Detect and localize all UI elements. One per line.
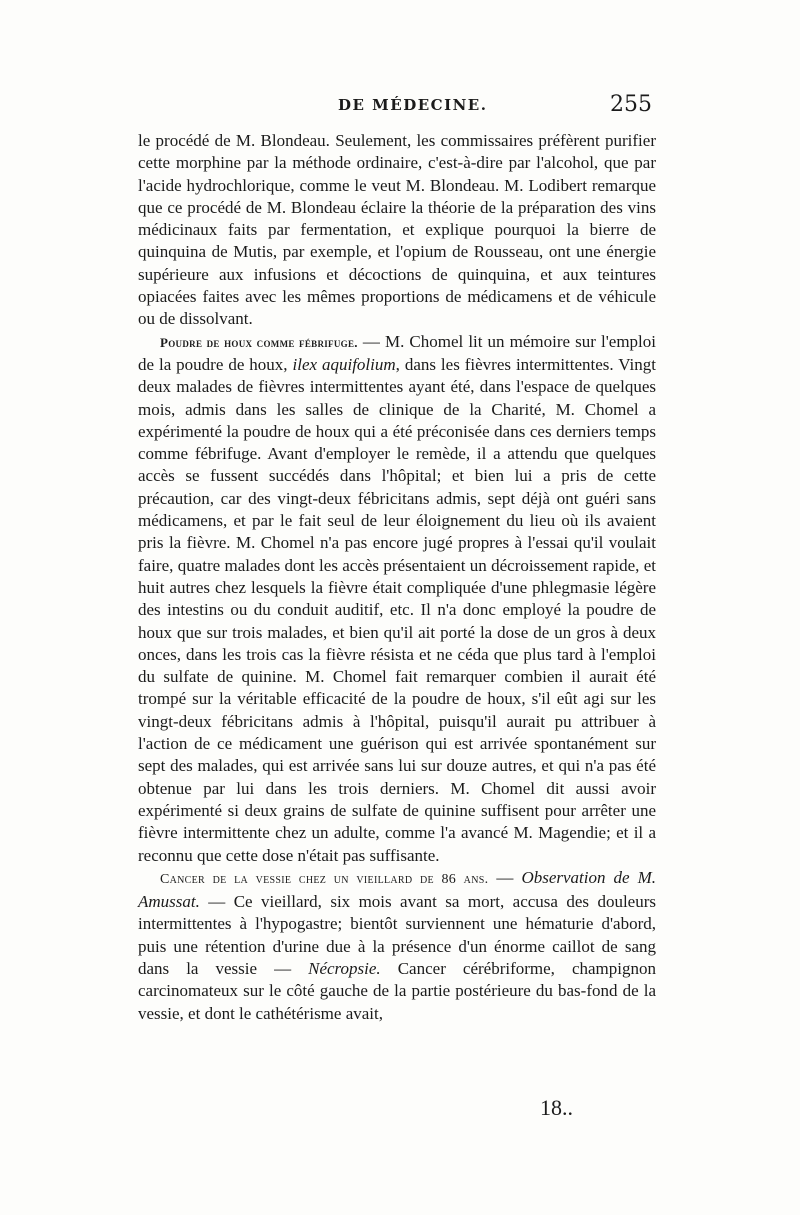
paragraph-continuation [138, 130, 656, 331]
paragraph-text: Cancer cérébriforme, champignon carcinomateux sur le côté gauche de la partie postérieure du bas-fond de la vessie, et dont le cathétérisme avait, [138, 958, 656, 1023]
section-heading-cancer: Cancer de la vessie chez un vieillard de 86 ans. [160, 871, 489, 887]
paragraph-text: , dans les fièvres intermittentes. Vingt deux malades de fièvres intermittentes ayant été, dans l'espace de quelques mois, admis dans les salles de clinique de la Charité, M. Chomel a expérimenté la poudre de houx qui a été préconisée dans ces derniers temps comme fébrifuge. Avant d'employer le remède, il a attendu que quelques accès se fussent succédés dans l'hôpital; et bien lui a pris de cette précaution, car des vingt-deux fébricitans admis, sept déjà ont guéri sans médicamens, et par le fait seul de leur éloignement du lieu où ils avaient pris la fièvre. M. Chomel n'a pas encore jugé propres à l'essai qu'il voulait faire, quatre malades dont les accès présentaient un décroissement rapide, et huit autres chez lesquels la fièvre était compliquée d'une phlegmasie légère des intestins ou du conduit auditif, etc. Il n'a donc employé la poudre de houx que sur trois malades, et bien qu'il ait porté la dose de un gros à deux onces, dans les trois cas la fièvre résista et ne céda que plus tard à l'emploi du sulfate de quinine. M. Chomel fait remarquer combien il aurait été trompé sur la véritable efficacité de la poudre de houx, s'il eût agi sur les vingt-deux fébricitans admis à l'hôpital, puisqu'il aurait pu attribuer à l'action de ce médicament une guérison qui est arrivée spontanément sur sept des malades, qui est arrivée sans lui sur douze autres, et qui n'a pas été obtenue par lui dans les trois derniers. M. Chomel dit aussi avoir expérimenté si deux grains de sulfate de quinine suffisent pour arrêter une fièvre intermittente chez un adulte, comme l'a avancé M. Magendie; et il a reconnu que cette dose n'était pas suffisante. [138, 354, 656, 865]
running-head: DE MÉDECINE. [338, 96, 488, 114]
page-body [138, 130, 656, 1025]
paragraph-text: — Ce vieillard, six mois avant sa mort, accusa des douleurs intermittentes à l'hypogastre; bientôt surviennent une hématurie d'abord, puis une rétention d'urine due à la présence d'un énorme caillot de sang dans la vessie — [138, 892, 656, 978]
signature-mark: 18.. [540, 1095, 573, 1120]
page-header [138, 92, 656, 126]
paragraph-text: — M. Chomel lit un mémoire sur l'emploi de la poudre de houx, [138, 331, 656, 374]
section-heading-houx: Poudre de houx comme fébrifuge. [160, 334, 358, 350]
paragraph-text: le procédé de M. Blondeau. Seulement, les commissaires préfèrent purifier cette morphine par la méthode ordinaire, c'est-à-dire par l'alcohol, que par l'acide hydrochlorique, comme le veut M. Blondeau. M. Lodibert remarque que ce procédé de M. Blondeau éclaire la théorie de la préparation des vins médicinaux faits par fermentation, et explique pourquoi la bierre de quinquina de Mutis, par exemple, et l'opium de Rousseau, ont une énergie supérieure aux infusions et décoctions de quinquina, et aux teintures opiacées faites avec les mêmes proportions de médicamens et de véhicule ou de dissolvant. [138, 131, 656, 329]
paragraph-text: — [488, 867, 522, 887]
paragraph-houx [138, 331, 656, 867]
page-number: 255 [610, 92, 652, 117]
paragraph-cancer [138, 867, 656, 1025]
latin-name: ilex aquifolium [292, 354, 396, 374]
necropsie-label: Nécropsie. [308, 958, 381, 978]
observation-title: Observation de M. Amussat. [138, 867, 657, 912]
